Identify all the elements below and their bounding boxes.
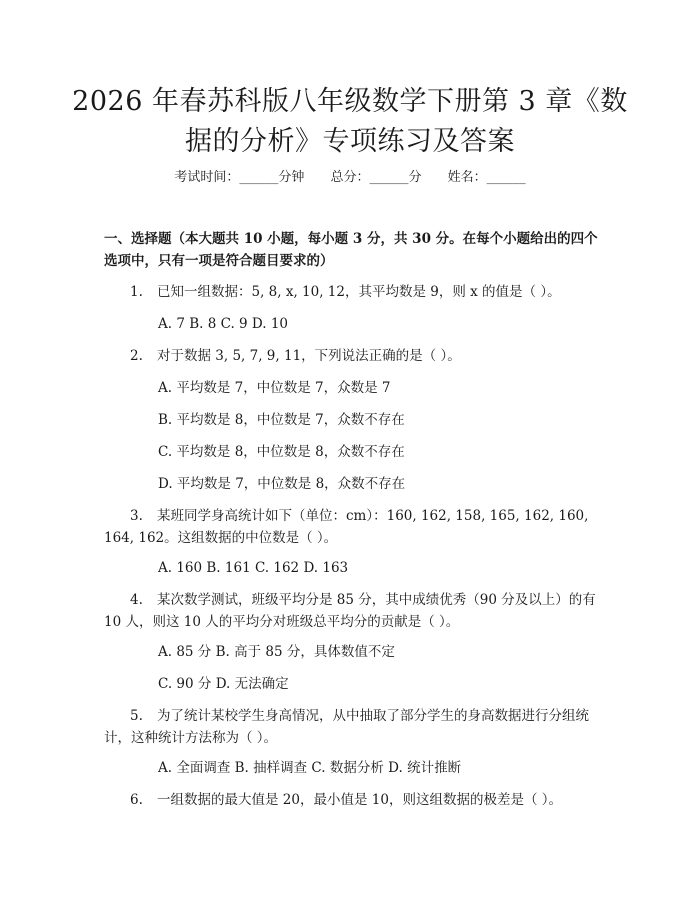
question-number: 2. — [130, 348, 143, 364]
section-heading-line-1: 一、选择题（本大题共 10 小题，每小题 3 分，共 30 分。在每个小题给出的四个 — [104, 231, 598, 247]
question-1-options: A. 7 B. 8 C. 9 D. 10 — [158, 316, 289, 332]
question-2 — [130, 346, 461, 366]
section-heading-line-2: 选项中，只有一项是符合题目要求的） — [104, 253, 334, 269]
question-3-options: A. 160 B. 161 C. 162 D. 163 — [158, 560, 349, 576]
question-text: 对于数据 3, 5, 7, 9, 11，下列说法正确的是（ ）。 — [157, 348, 461, 364]
question-1 — [130, 282, 561, 302]
question-5 — [130, 706, 589, 726]
question-3-text-continued: 164, 162。这组数据的中位数是（ ）。 — [104, 530, 338, 546]
exam-name-field: 姓名：______ — [447, 170, 526, 185]
question-2-option-c: C. 平均数是 8，中位数是 8，众数不存在 — [158, 444, 405, 460]
question-text: 为了统计某校学生身高情况，从中抽取了部分学生的身高数据进行分组统 — [157, 708, 589, 724]
question-text: 某次数学测试，班级平均分是 85 分，其中成绩优秀（90 分及以上）的有 — [157, 592, 596, 608]
question-5-text-continued: 计，这种统计方法称为（ ）。 — [104, 730, 278, 746]
question-5-options: A. 全面调查 B. 抽样调查 C. 数据分析 D. 统计推断 — [158, 760, 462, 776]
exam-score-field: 总分：______分 — [330, 170, 422, 185]
exam-meta — [0, 168, 700, 188]
question-6 — [130, 790, 562, 810]
question-2-option-b: B. 平均数是 8，中位数是 7，众数不存在 — [158, 412, 405, 428]
document-title-line-2: 据的分析》专项练习及答案 — [185, 126, 515, 157]
question-2-option-a: A. 平均数是 7，中位数是 7，众数是 7 — [158, 380, 391, 396]
question-4-options-cd: C. 90 分 D. 无法确定 — [158, 676, 289, 692]
question-number: 4. — [130, 592, 143, 608]
question-text: 某班同学身高统计如下（单位：cm）：160, 162, 158, 165, 162, 160, — [157, 508, 589, 524]
document-title-line-1: 2026 年春苏科版八年级数学下册第 3 章《数 — [72, 86, 628, 117]
question-3 — [130, 506, 588, 526]
question-number: 6. — [130, 792, 143, 808]
question-4 — [130, 590, 596, 610]
question-number: 5. — [130, 708, 143, 724]
exam-time-field: 考试时间：______分钟 — [174, 170, 305, 185]
question-4-options-ab: A. 85 分 B. 高于 85 分，具体数值不定 — [158, 644, 395, 660]
question-text: 一组数据的最大值是 20，最小值是 10，则这组数据的极差是（ ）。 — [157, 792, 562, 808]
question-number: 3. — [130, 508, 143, 524]
question-text: 已知一组数据：5, 8, x, 10, 12，其平均数是 9，则 x 的值是（ ）。 — [157, 284, 561, 300]
question-2-option-d: D. 平均数是 7，中位数是 8，众数不存在 — [158, 476, 406, 492]
question-number: 1. — [130, 284, 143, 300]
question-4-text-continued: 10 人，则这 10 人的平均分对班级总平均分的贡献是（ ）。 — [104, 614, 460, 630]
